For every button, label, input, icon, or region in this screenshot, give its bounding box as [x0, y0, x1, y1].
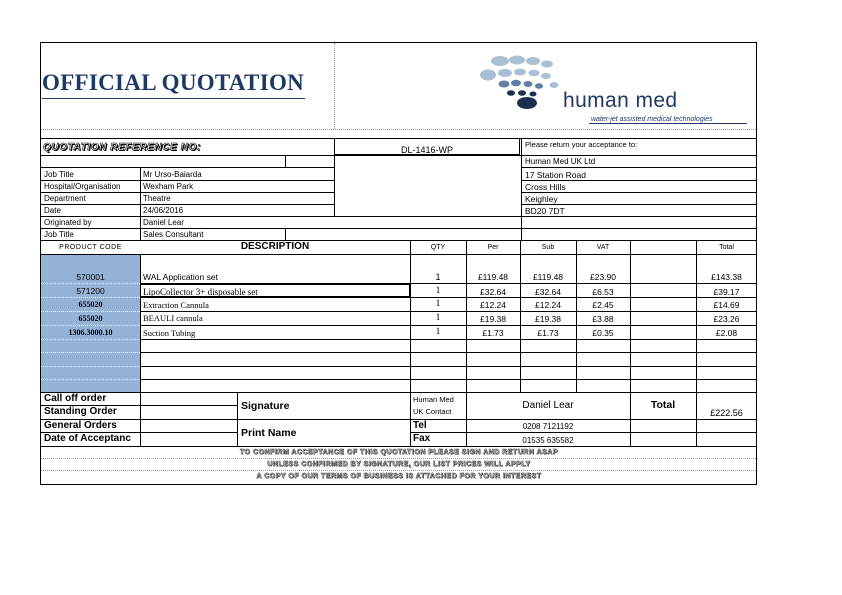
print-name-label: Print Name [241, 427, 297, 439]
row2-description: LipoCollector 3+ disposable set [143, 287, 258, 297]
row3-qty: 1 [435, 299, 441, 309]
row3-per: £12.24 [480, 300, 506, 310]
cell-rule [285, 155, 286, 167]
row-rule [41, 204, 335, 205]
tagline-underline [589, 123, 747, 124]
notice-rule [41, 458, 756, 459]
notice-rule [41, 470, 756, 471]
row-rule [41, 352, 140, 353]
cell-rule [285, 228, 286, 240]
department-label: Department [44, 194, 86, 203]
general-orders-label: General Orders [44, 420, 117, 431]
fax-value: 01535 635582 [522, 436, 574, 445]
grand-total: £222.56 [710, 408, 743, 418]
logo-tagline: water-jet assisted medical technologies [591, 116, 713, 123]
row-rule [140, 339, 757, 340]
row4-total: £23.26 [713, 314, 740, 324]
col-product-code: PRODUCT CODE [59, 244, 122, 251]
title-underline [42, 98, 305, 99]
row2-total: £39.17 [713, 287, 740, 297]
row-rule [521, 167, 757, 168]
row-rule [521, 204, 757, 205]
col-vat: VAT [596, 244, 610, 251]
row-rule [41, 297, 140, 298]
row-rule [41, 240, 757, 241]
row-rule [521, 155, 757, 156]
page-title: OFFICIAL QUOTATION [42, 70, 305, 95]
row3-total: £14.69 [713, 300, 740, 310]
row-rule [41, 228, 757, 229]
header-gridline [41, 129, 756, 130]
job-title2-label: Job Title [44, 230, 74, 239]
row-rule [41, 432, 237, 433]
standing-order-label: Standing Order [44, 406, 117, 417]
row3-description: Extraction Cannula [143, 300, 209, 310]
quotation-reference-value: DL-1416-WP [400, 145, 454, 155]
job-title2-value: Sales Consultant [143, 230, 204, 239]
address-line-1: Human Med UK Ltd [525, 157, 596, 166]
row-rule [140, 379, 757, 380]
row4-description: BEAULI cannula [143, 313, 203, 323]
cell-rule [630, 240, 631, 392]
row-rule [521, 192, 757, 193]
col-per: Per [487, 244, 499, 251]
address-line-4: Keighley [525, 194, 558, 204]
row2-qty: 1 [435, 286, 441, 296]
date-of-acceptance-label: Date of Acceptanc [44, 434, 131, 444]
row-rule [41, 167, 335, 168]
row5-sub: £1.73 [537, 328, 559, 338]
header-divider [334, 43, 335, 129]
originated-value: Daniel Lear [143, 218, 184, 227]
col-sub: Sub [541, 244, 555, 251]
row1-sub: £119.48 [532, 272, 564, 282]
contact-label-1: Human Med [413, 395, 454, 404]
quotation-reference-label: QUOTATION REFERENCE NO: [43, 142, 201, 153]
row3-sub: £12.24 [535, 300, 561, 310]
row-rule [41, 446, 757, 447]
originated-label: Originated by [44, 218, 92, 227]
row-rule [140, 325, 757, 326]
row-rule [41, 192, 335, 193]
row3-code: 655020 [78, 300, 103, 309]
row5-vat: £0.35 [592, 328, 614, 338]
row-rule [410, 432, 757, 433]
row4-qty: 1 [435, 313, 441, 323]
row5-total: £2.08 [715, 328, 738, 338]
job-title-value: Mr Urso-Baiarda [143, 170, 202, 179]
row3-vat: £2.45 [592, 300, 614, 310]
row-rule [41, 325, 140, 326]
row-rule [41, 216, 757, 217]
date-value: 24/06/2016 [143, 206, 184, 215]
row4-per: £19.38 [480, 314, 506, 324]
hospital-value: Wexham Park [143, 182, 194, 191]
row1-code: 570001 [76, 272, 105, 282]
row1-description: WAL Application set [143, 272, 218, 282]
address-line-2: 17 Station Road [525, 170, 586, 180]
notice-line-3: A COPY OF OUR TERMS OF BUSINESS IS ATTACHED FOR YOUR INTEREST [256, 473, 542, 480]
row-rule [140, 352, 757, 353]
row-rule [140, 366, 757, 367]
row2-per: £32.64 [480, 287, 506, 297]
human-med-logo-icon [478, 55, 573, 113]
col-total: Total [719, 244, 734, 251]
logo-brand-text: human med [563, 89, 678, 112]
cell-rule [140, 254, 141, 392]
row-rule [41, 283, 140, 284]
row-rule [41, 339, 140, 340]
row-rule [140, 297, 757, 298]
tel-value: 0208 7121192 [522, 422, 574, 431]
row1-per: £119.48 [477, 272, 509, 282]
notice-line-2: UNLESS CONFIRMED BY SIGNATURE, OUR LIST PRICES WILL APPLY [267, 461, 531, 468]
cell-rule [334, 155, 335, 217]
department-value: Theatre [143, 194, 171, 203]
row-rule [41, 379, 140, 380]
row2-sub: £32.64 [535, 287, 561, 297]
row-rule [140, 311, 757, 312]
contact-label-2: UK Contact [413, 407, 452, 416]
address-border [521, 138, 522, 240]
return-acceptance-text: Please return your acceptance to: [525, 140, 638, 149]
row2-code: 571200 [76, 286, 105, 296]
address-line-3: Cross Hills [525, 182, 566, 192]
row-rule [41, 254, 757, 255]
row-rule [521, 180, 757, 181]
col-qty: QTY [430, 244, 446, 251]
date-label: Date [44, 206, 61, 215]
row1-vat: £23.90 [590, 272, 616, 282]
row5-qty: 1 [435, 327, 441, 337]
row5-description: Suction Tubing [143, 328, 196, 338]
row5-per: £1.73 [482, 328, 504, 338]
address-line-5: BD20 7DT [525, 206, 565, 216]
row-rule [521, 138, 757, 139]
row4-vat: £3.88 [592, 314, 614, 324]
row1-total: £143.38 [711, 272, 742, 282]
tel-label: Tel [413, 420, 427, 431]
job-title-label: Job Title [44, 170, 74, 179]
row4-code: 655020 [78, 314, 103, 323]
signature-label: Signature [241, 400, 290, 412]
row-rule [41, 311, 140, 312]
call-off-order-label: Call off order [44, 393, 107, 404]
col-description: DESCRIPTION [240, 241, 310, 252]
contact-name: Daniel Lear [522, 400, 574, 411]
hospital-label: Hospital/Organisation [44, 182, 121, 191]
row1-qty: 1 [435, 272, 441, 282]
fax-label: Fax [413, 433, 431, 444]
notice-line-1: TO CONFIRM ACCEPTANCE OF THIS QUOTATION PLEASE SIGN AND RETURN ASAP [239, 449, 559, 456]
row-rule [41, 180, 335, 181]
row4-sub: £19.38 [535, 314, 561, 324]
row-rule [41, 392, 757, 393]
row-rule [41, 419, 757, 420]
row2-vat: £6.53 [592, 287, 614, 297]
row-rule [41, 366, 140, 367]
total-label: Total [650, 399, 676, 411]
row5-code: 1306.3000.10 [68, 328, 113, 337]
